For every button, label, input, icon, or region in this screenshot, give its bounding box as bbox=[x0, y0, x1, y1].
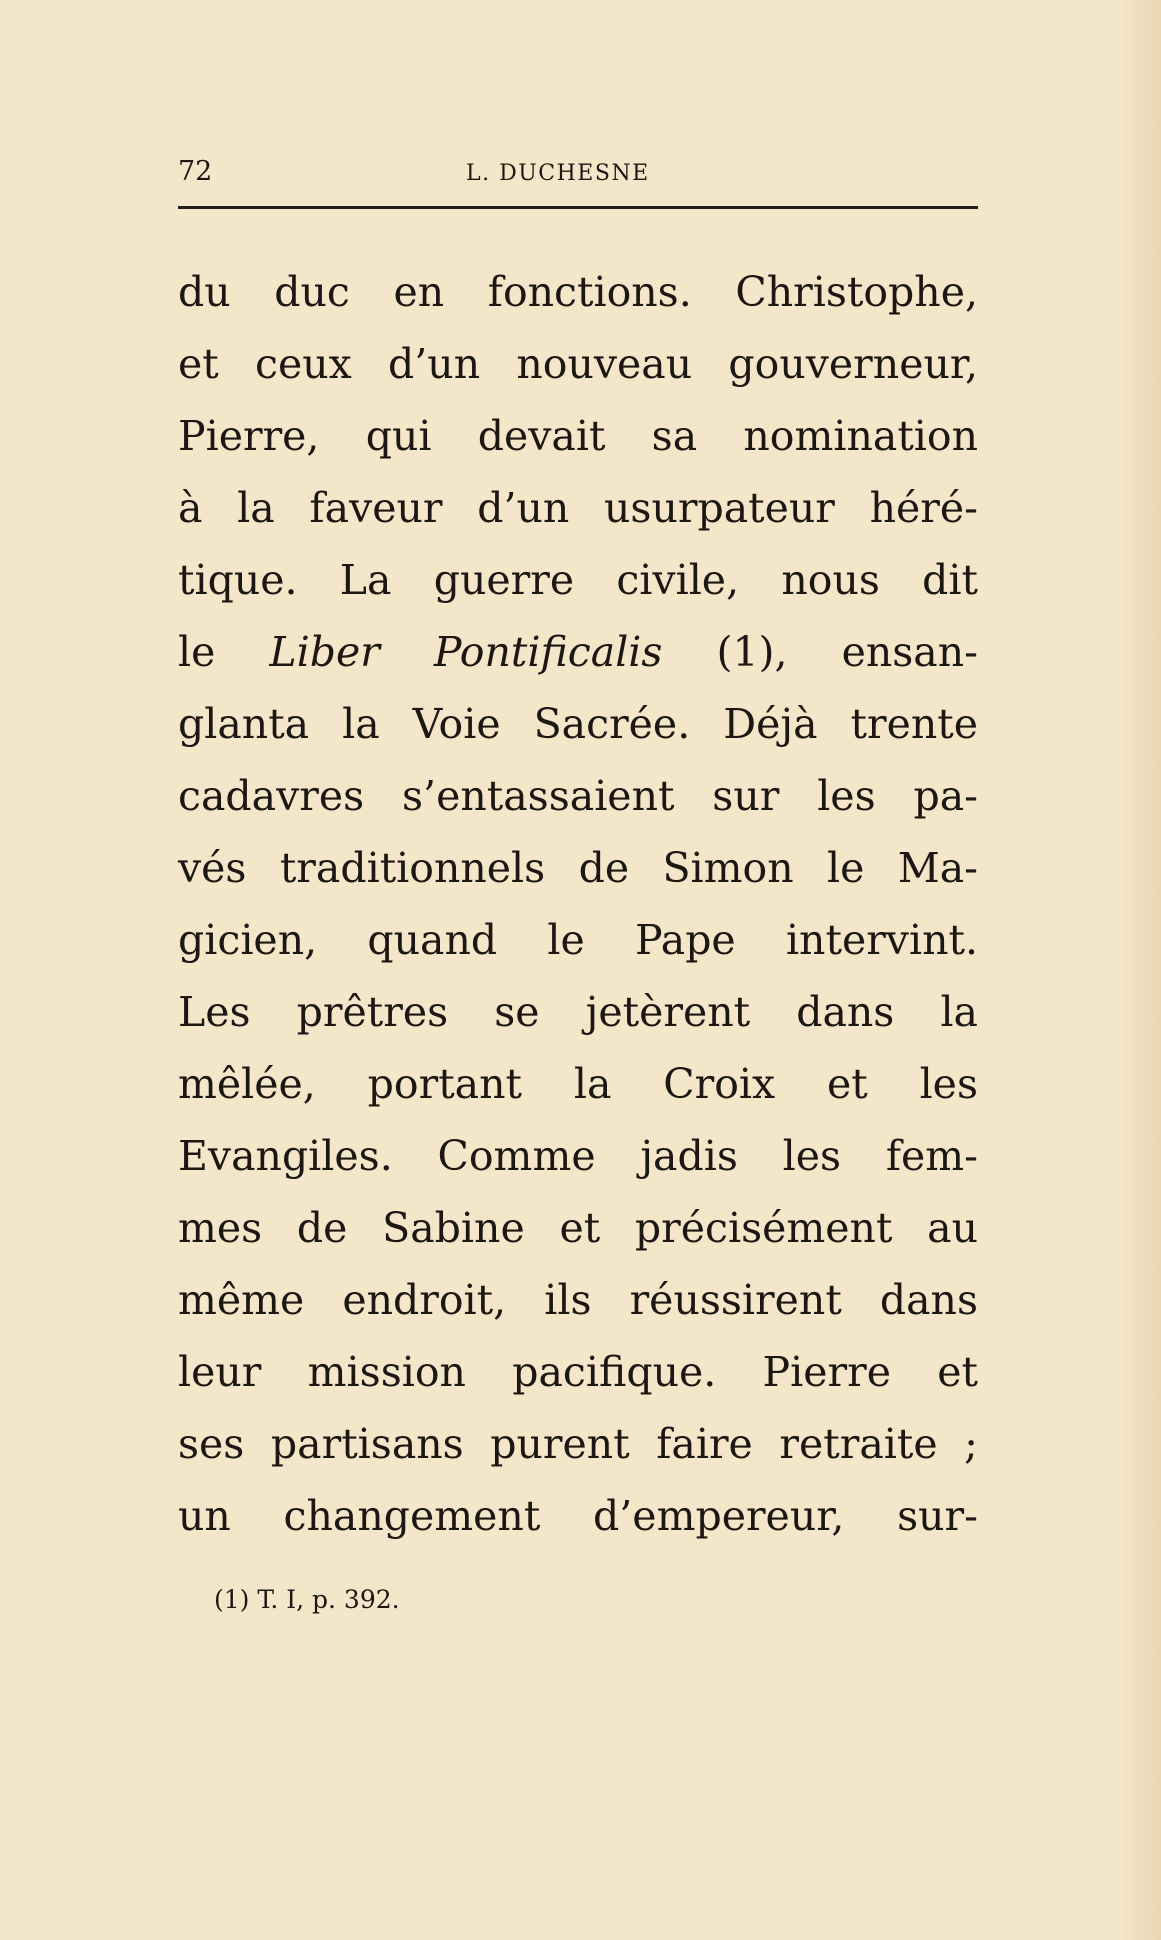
text-line: glanta la Voie Sacrée. Déjà trente bbox=[178, 700, 978, 748]
text-line: mêlée, portant la Croix et les bbox=[178, 1060, 978, 1108]
text-line: tique. La guerre civile, nous dit bbox=[178, 556, 978, 604]
page-number: 72 bbox=[178, 156, 213, 187]
text-line: du duc en fonctions. Christophe, bbox=[178, 268, 978, 316]
text-line: même endroit, ils réussirent dans bbox=[178, 1276, 978, 1324]
text-segment: le bbox=[178, 628, 270, 676]
text-segment: (1), ensan- bbox=[662, 628, 978, 676]
text-line: vés traditionnels de Simon le Ma- bbox=[178, 844, 978, 892]
text-line: un changement d’empereur, sur- bbox=[178, 1492, 978, 1540]
italic-title: Liber Pontificalis bbox=[269, 628, 663, 676]
text-line-with-italic bbox=[178, 616, 978, 688]
text-line: Pierre, qui devait sa nomination bbox=[178, 412, 978, 460]
header-rule bbox=[178, 206, 978, 209]
text-line: Evangiles. Comme jadis les fem- bbox=[178, 1132, 978, 1180]
text-line: et ceux d’un nouveau gouverneur, bbox=[178, 340, 978, 388]
text-line: gicien, quand le Pape intervint. bbox=[178, 916, 978, 964]
running-head bbox=[178, 152, 978, 192]
text-line: mes de Sabine et précisément au bbox=[178, 1204, 978, 1252]
footnote: (1) T. I, p. 392. bbox=[214, 1585, 400, 1614]
text-line: Les prêtres se jetèrent dans la bbox=[178, 988, 978, 1036]
text-line: leur mission pacifique. Pierre et bbox=[178, 1348, 978, 1396]
text-line: à la faveur d’un usurpateur héré- bbox=[178, 484, 978, 532]
text-line: cadavres s’entassaient sur les pa- bbox=[178, 772, 978, 820]
running-title: L. DUCHESNE bbox=[466, 161, 650, 186]
body-text bbox=[178, 256, 978, 1552]
text-line: ses partisans purent faire retraite ; bbox=[178, 1420, 978, 1468]
